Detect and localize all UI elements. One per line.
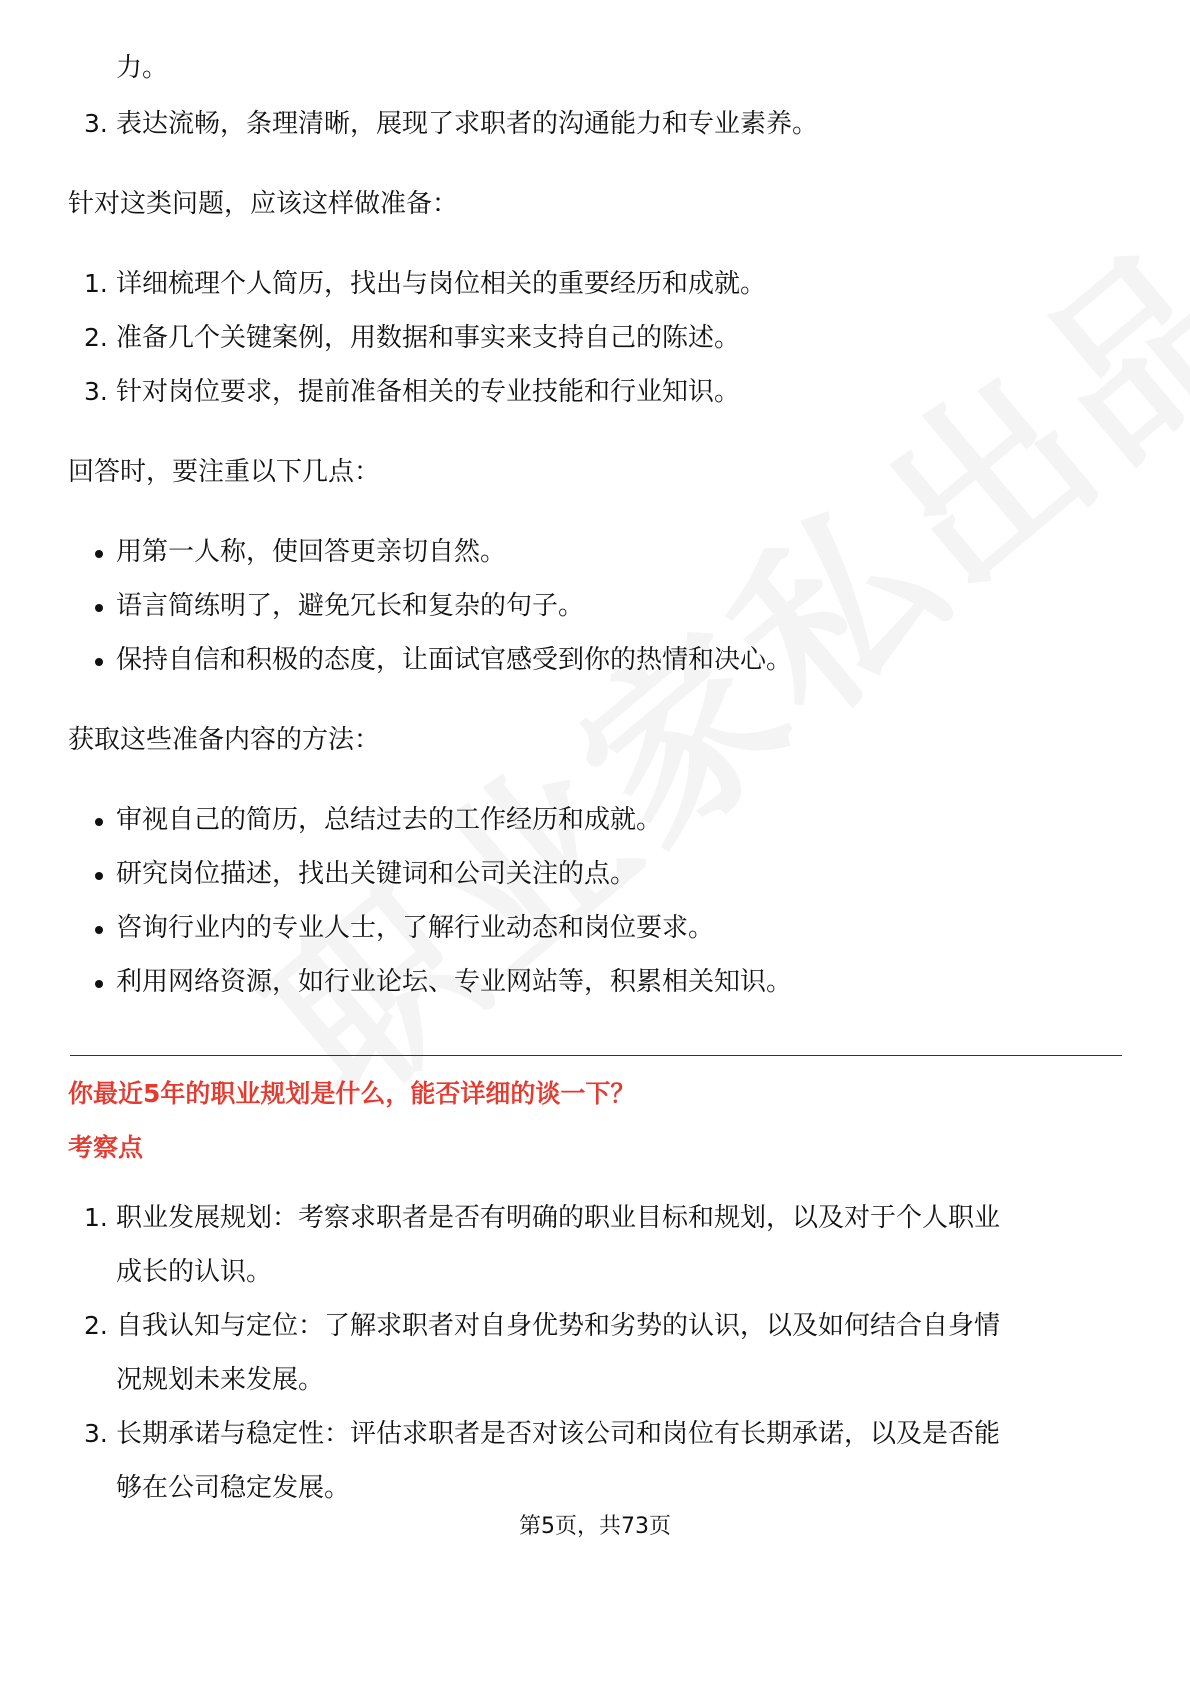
list-continuation: 力。	[116, 53, 169, 83]
list-item: 咨询行业内的专业人士，了解行业动态和岗位要求。	[116, 913, 715, 943]
focus-label: 考察点	[68, 1133, 144, 1162]
list-item: 保持自信和积极的态度，让面试官感受到你的热情和决心。	[116, 645, 793, 675]
list-number: 1.	[84, 269, 108, 298]
list-number: 2.	[84, 323, 108, 352]
list-item: 利用网络资源，如行业论坛、专业网站等，积累相关知识。	[116, 967, 793, 997]
list-item: 准备几个关键案例，用数据和事实来支持自己的陈述。	[116, 323, 741, 353]
list-item: 用第一人称，使回答更亲切自然。	[116, 537, 507, 567]
list-item: 长期承诺与稳定性：评估求职者是否对该公司和岗位有长期承诺，以及是否能	[116, 1419, 1001, 1449]
list-item: 自我认知与定位：了解求职者对自身优势和劣势的认识，以及如何结合自身情	[116, 1311, 1001, 1341]
section-heading-prep: 针对这类问题，应该这样做准备：	[68, 189, 459, 219]
bullet-icon	[95, 926, 103, 934]
list-item-continuation: 况规划未来发展。	[116, 1365, 325, 1395]
list-item: 职业发展规划：考察求职者是否有明确的职业目标和规划，以及对于个人职业	[116, 1203, 1001, 1233]
list-item: 研究岗位描述，找出关键词和公司关注的点。	[116, 859, 637, 889]
list-number: 3.	[84, 1419, 108, 1448]
list-item-continuation: 够在公司稳定发展。	[116, 1473, 351, 1503]
list-number: 1.	[84, 1203, 108, 1232]
bullet-icon	[95, 818, 103, 826]
list-item: 详细梳理个人简历，找出与岗位相关的重要经历和成就。	[116, 269, 767, 299]
list-number: 3.	[84, 377, 108, 406]
bullet-icon	[95, 658, 103, 666]
section-divider	[70, 1055, 1122, 1056]
list-item-continuation: 成长的认识。	[116, 1257, 273, 1287]
list-item: 语言简练明了，避免冗长和复杂的句子。	[116, 591, 585, 621]
bullet-icon	[95, 980, 103, 988]
list-number: 2.	[84, 1311, 108, 1340]
list-number: 3.	[84, 109, 108, 138]
section-heading-method: 获取这些准备内容的方法：	[68, 725, 381, 755]
bullet-icon	[95, 604, 103, 612]
list-item: 审视自己的简历，总结过去的工作经历和成就。	[116, 805, 663, 835]
page-footer: 第5页，共73页	[519, 1514, 671, 1539]
bullet-icon	[95, 872, 103, 880]
bullet-icon	[95, 550, 103, 558]
section-heading-answer: 回答时，要注重以下几点：	[68, 457, 381, 487]
question-title: 你最近5年的职业规划是什么，能否详细的谈一下？	[68, 1079, 636, 1108]
list-item: 针对岗位要求，提前准备相关的专业技能和行业知识。	[116, 377, 741, 407]
list-item: 表达流畅，条理清晰，展现了求职者的沟通能力和专业素养。	[116, 109, 819, 139]
